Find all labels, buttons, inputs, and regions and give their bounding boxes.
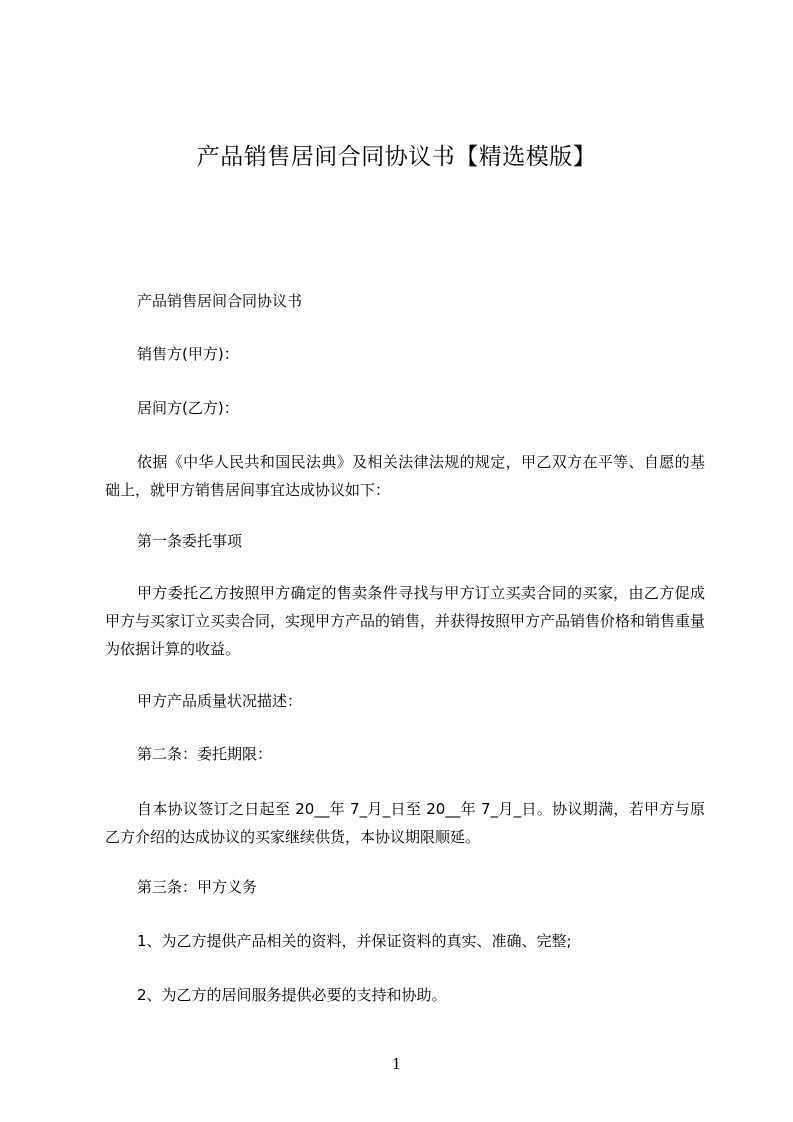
seller-party-line: 销售方(甲方)： [137,345,239,363]
document-title: 产品销售居间合同协议书【精选模版】 [196,144,597,170]
article2-heading: 第二条：委托期限： [137,745,273,763]
quality-description-label: 甲方产品质量状况描述： [137,692,303,710]
broker-party-line: 居间方(乙方)： [137,399,239,417]
article1-heading: 第一条委托事项 [137,532,243,550]
intro-paragraph: 依据《中华人民共和国民法典》及相关法律法规的规定，甲乙双方在平等、自愿的基础上，就甲方销售居间事宜达成协议如下： [105,453,705,499]
duty-item-1: 1、为乙方提供产品相关的资料，并保证资料的真实、准确、完整; [137,932,572,950]
contract-subtitle: 产品销售居间合同协议书 [137,292,303,310]
page-number: 1 [391,1055,402,1073]
article2-body: 自本协议签订之日起至 20__年 7_月_日至 20__年 7_月_日。协议期满，若甲方与原乙方介绍的达成协议的买家继续供货，本协议期限顺延。 [105,800,705,846]
article3-heading: 第三条：甲方义务 [137,878,258,896]
duty-item-2: 2、为乙方的居间服务提供必要的支持和协助。 [137,986,447,1004]
article1-body: 甲方委托乙方按照甲方确定的售卖条件寻找与甲方订立买卖合同的买家，由乙方促成甲方与买家订立买卖合同，实现甲方产品的销售，并获得按照甲方产品销售价格和销售重量为依据计算的收益。 [105,584,706,658]
